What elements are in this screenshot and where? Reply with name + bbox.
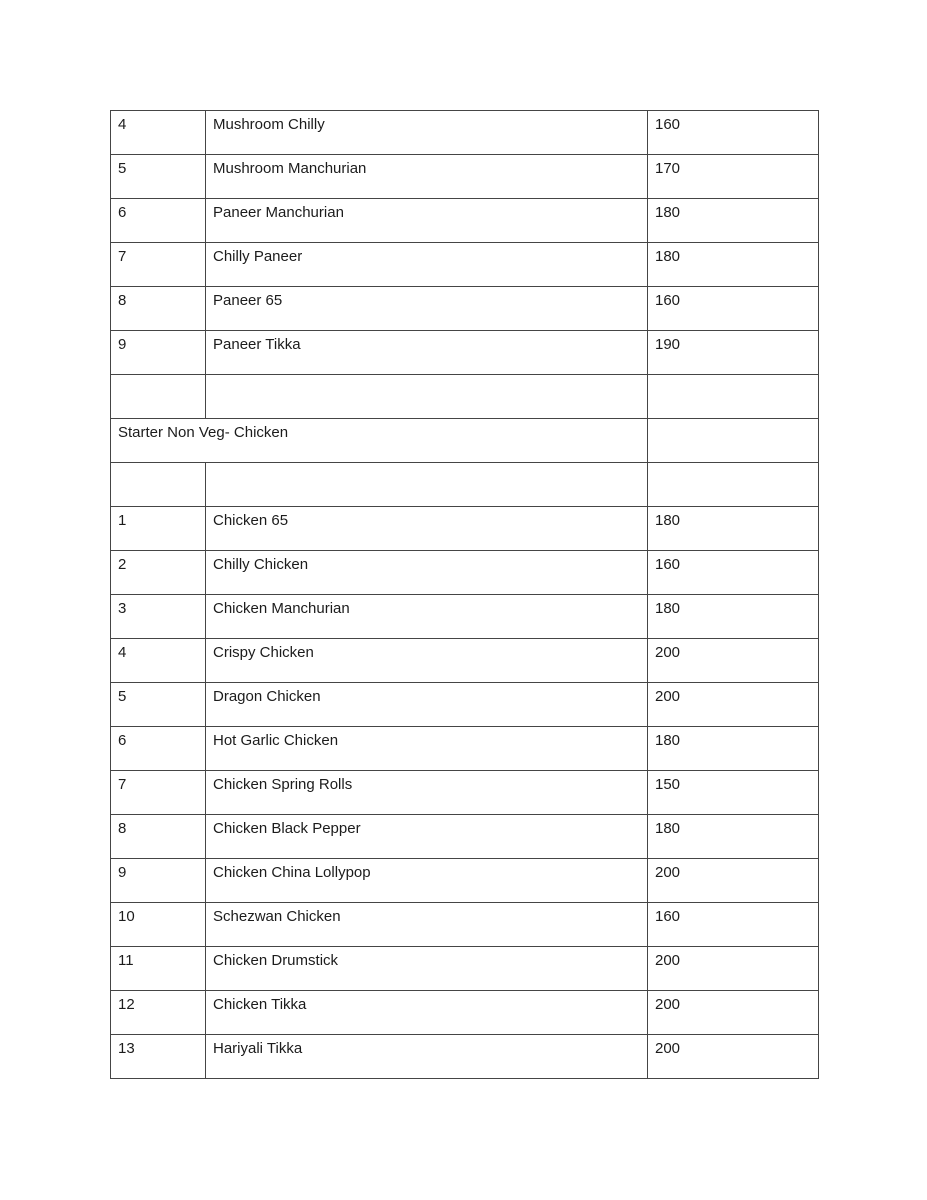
item-number-cell: 10 [111,903,206,947]
item-price-cell: 160 [648,111,819,155]
item-price-cell: 160 [648,903,819,947]
item-name-cell: Mushroom Chilly [206,111,648,155]
item-name-cell: Chicken Black Pepper [206,815,648,859]
item-name-cell: Hariyali Tikka [206,1035,648,1079]
item-name-cell: Chicken Spring Rolls [206,771,648,815]
item-number-cell: 3 [111,595,206,639]
menu-item-row [111,595,819,639]
item-name-cell: Paneer Manchurian [206,199,648,243]
item-price-cell: 150 [648,771,819,815]
item-name-cell: Chicken Manchurian [206,595,648,639]
item-name-cell: Paneer 65 [206,287,648,331]
item-price-cell: 180 [648,243,819,287]
item-number-cell: 4 [111,639,206,683]
item-number-cell: 8 [111,287,206,331]
item-name-cell [206,463,648,507]
item-number-cell [111,463,206,507]
item-name-cell [206,375,648,419]
item-price-cell: 180 [648,595,819,639]
item-name-cell: Chicken Tikka [206,991,648,1035]
menu-item-row [111,507,819,551]
item-price-cell: 200 [648,947,819,991]
section-price-cell [648,419,819,463]
item-name-cell: Mushroom Manchurian [206,155,648,199]
item-price-cell: 200 [648,639,819,683]
menu-table [110,110,819,1079]
item-name-cell: Chicken China Lollypop [206,859,648,903]
item-price-cell: 200 [648,991,819,1035]
menu-item-row [111,111,819,155]
item-number-cell: 7 [111,243,206,287]
item-price-cell [648,375,819,419]
menu-item-row [111,683,819,727]
item-number-cell [111,375,206,419]
item-number-cell: 9 [111,331,206,375]
item-price-cell: 200 [648,859,819,903]
section-label-cell: Starter Non Veg- Chicken [111,419,648,463]
item-number-cell: 11 [111,947,206,991]
item-price-cell: 160 [648,287,819,331]
item-name-cell: Dragon Chicken [206,683,648,727]
menu-item-row [111,815,819,859]
item-name-cell: Chicken 65 [206,507,648,551]
menu-item-row [111,199,819,243]
item-price-cell: 200 [648,683,819,727]
item-price-cell: 170 [648,155,819,199]
item-number-cell: 9 [111,859,206,903]
item-name-cell: Hot Garlic Chicken [206,727,648,771]
item-number-cell: 5 [111,155,206,199]
item-number-cell: 7 [111,771,206,815]
item-price-cell: 180 [648,727,819,771]
menu-item-row [111,727,819,771]
menu-item-row [111,991,819,1035]
menu-item-row [111,155,819,199]
item-name-cell: Chilly Paneer [206,243,648,287]
item-number-cell: 13 [111,1035,206,1079]
item-number-cell: 1 [111,507,206,551]
empty-row [111,463,819,507]
menu-item-row [111,243,819,287]
menu-item-row [111,331,819,375]
item-name-cell: Paneer Tikka [206,331,648,375]
menu-item-row [111,771,819,815]
item-number-cell: 6 [111,727,206,771]
item-number-cell: 12 [111,991,206,1035]
item-price-cell: 180 [648,199,819,243]
item-number-cell: 5 [111,683,206,727]
item-name-cell: Crispy Chicken [206,639,648,683]
menu-item-row [111,947,819,991]
item-number-cell: 4 [111,111,206,155]
item-price-cell: 180 [648,815,819,859]
menu-item-row [111,1035,819,1079]
item-price-cell: 200 [648,1035,819,1079]
item-name-cell: Chicken Drumstick [206,947,648,991]
item-price-cell: 180 [648,507,819,551]
item-price-cell: 160 [648,551,819,595]
item-name-cell: Chilly Chicken [206,551,648,595]
item-price-cell: 190 [648,331,819,375]
item-number-cell: 8 [111,815,206,859]
item-name-cell: Schezwan Chicken [206,903,648,947]
item-price-cell [648,463,819,507]
item-number-cell: 6 [111,199,206,243]
menu-item-row [111,859,819,903]
section-header-row [111,419,819,463]
menu-item-row [111,903,819,947]
menu-table-body [111,111,819,1079]
menu-item-row [111,551,819,595]
empty-row [111,375,819,419]
item-number-cell: 2 [111,551,206,595]
menu-item-row [111,639,819,683]
menu-item-row [111,287,819,331]
